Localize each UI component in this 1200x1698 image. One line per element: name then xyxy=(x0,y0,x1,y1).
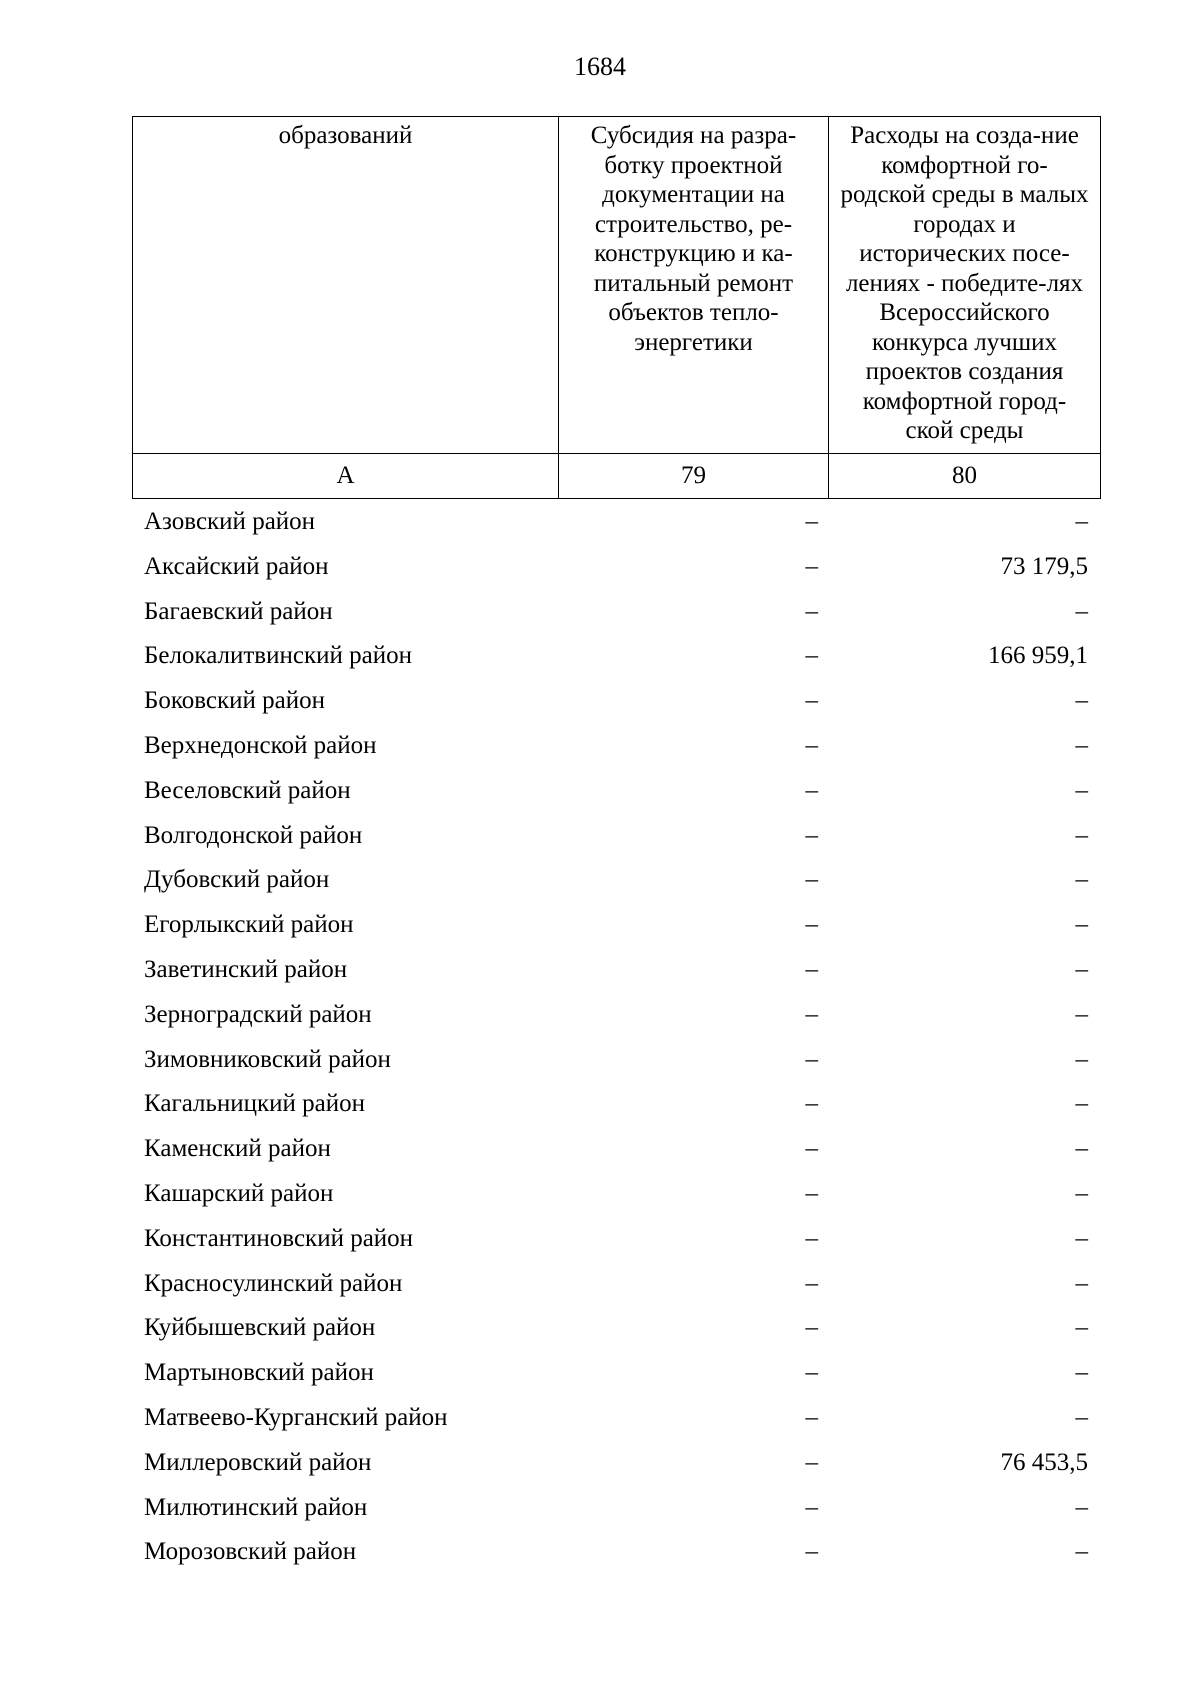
district-name: Миллеровский район xyxy=(144,1448,372,1476)
value-col-79: – xyxy=(805,1179,818,1207)
district-name: Зимовниковский район xyxy=(144,1045,391,1073)
header-col-79 xyxy=(559,117,829,454)
table-row xyxy=(132,1306,1100,1351)
page-number: 1684 xyxy=(574,52,626,81)
table-row xyxy=(132,590,1100,635)
column-number-row xyxy=(133,454,1101,499)
table-row xyxy=(132,858,1100,903)
district-name: Константиновский район xyxy=(144,1224,414,1252)
table-row xyxy=(132,1441,1100,1486)
value-col-80: – xyxy=(1075,911,1088,939)
value-col-79: – xyxy=(805,1135,818,1163)
value-col-79: – xyxy=(805,911,818,939)
value-col-80: – xyxy=(1075,955,1088,983)
district-name: Матвеево-Курганский район xyxy=(144,1403,448,1431)
table-row xyxy=(132,679,1100,724)
value-col-80: – xyxy=(1075,821,1088,849)
value-col-80: – xyxy=(1075,508,1088,535)
value-col-79: – xyxy=(805,1493,818,1521)
district-name: Дубовский район xyxy=(144,866,330,894)
value-col-79: – xyxy=(805,1269,818,1297)
value-col-79: – xyxy=(805,687,818,715)
district-name: Егорлыкский район xyxy=(144,911,354,939)
district-name: Милютинский район xyxy=(144,1493,368,1521)
header-col-a-text: образований xyxy=(278,122,413,149)
value-col-80: 76 453,5 xyxy=(1000,1448,1088,1476)
district-name: Волгодонской район xyxy=(144,821,363,849)
value-col-79: – xyxy=(805,1224,818,1252)
district-name: Верхнедонской район xyxy=(144,731,377,759)
table-row xyxy=(132,948,1100,993)
column-number-79: 79 xyxy=(559,454,829,499)
value-col-79: – xyxy=(805,1359,818,1387)
value-col-79: – xyxy=(805,731,818,759)
header-col-79-text: Субсидия на разра-ботку проектной документации на строительство, ре-конструкцию и ка-питальный ремонт объектов тепло-энергетики xyxy=(590,122,797,356)
district-name: Кашарский район xyxy=(144,1179,334,1207)
table-row xyxy=(132,1262,1100,1307)
district-name: Аксайский район xyxy=(144,552,329,580)
district-name: Красносулинский район xyxy=(144,1269,403,1297)
table-row xyxy=(132,814,1100,859)
value-col-79: – xyxy=(805,642,818,670)
table-row xyxy=(132,500,1100,545)
value-col-80: – xyxy=(1075,1493,1088,1521)
district-name: Багаевский район xyxy=(144,597,333,625)
value-col-79: – xyxy=(805,1045,818,1073)
value-col-79: – xyxy=(805,866,818,894)
table-header xyxy=(132,116,1101,499)
value-col-79: – xyxy=(805,1090,818,1118)
header-col-80-text: Расходы на созда-ние комфортной го-родской среды в малых городах и исторических посе-лениях - победите-лях Всероссийского конкурса лучших проектов создания комфортной город-ской среды xyxy=(840,122,1089,444)
value-col-79: – xyxy=(805,776,818,804)
table-row xyxy=(132,1396,1100,1441)
value-col-80: – xyxy=(1075,597,1088,625)
table-row xyxy=(132,903,1100,948)
table-row xyxy=(132,1486,1100,1531)
district-name: Мартыновский район xyxy=(144,1359,374,1387)
table-row xyxy=(132,1082,1100,1127)
table-row xyxy=(132,1172,1100,1217)
value-col-79: – xyxy=(805,821,818,849)
table-row xyxy=(132,1038,1100,1083)
column-number-a: А xyxy=(133,454,559,499)
district-name: Боковский район xyxy=(144,687,325,715)
value-col-80: – xyxy=(1075,1403,1088,1431)
value-col-79: – xyxy=(805,508,818,535)
value-col-80: – xyxy=(1075,1538,1088,1566)
table-row xyxy=(132,1217,1100,1262)
value-col-80: – xyxy=(1075,1269,1088,1297)
district-name: Зерноградский район xyxy=(144,1000,372,1028)
header-row xyxy=(133,117,1101,454)
value-col-80: – xyxy=(1075,1135,1088,1163)
value-col-79: – xyxy=(805,1448,818,1476)
table-row xyxy=(132,1351,1100,1396)
table-row xyxy=(132,1530,1100,1575)
value-col-80: – xyxy=(1075,687,1088,715)
table-row xyxy=(132,724,1100,769)
value-col-80: – xyxy=(1075,1224,1088,1252)
value-col-80: – xyxy=(1075,866,1088,894)
header-col-a xyxy=(133,117,559,454)
header-col-80 xyxy=(829,117,1101,454)
district-name: Веселовский район xyxy=(144,776,351,804)
value-col-80: – xyxy=(1075,776,1088,804)
district-name: Азовский район xyxy=(144,508,316,535)
value-col-79: – xyxy=(805,1403,818,1431)
value-col-79: – xyxy=(805,597,818,625)
column-number-80: 80 xyxy=(829,454,1101,499)
table-row xyxy=(132,634,1100,679)
district-name: Заветинский район xyxy=(144,955,348,983)
value-col-79: – xyxy=(805,1314,818,1342)
district-name: Каменский район xyxy=(144,1135,331,1163)
table-row xyxy=(132,769,1100,814)
table-row xyxy=(132,545,1100,590)
value-col-79: – xyxy=(805,552,818,580)
value-col-80: – xyxy=(1075,1000,1088,1028)
table-row xyxy=(132,993,1100,1038)
value-col-80: – xyxy=(1075,1179,1088,1207)
table-row xyxy=(132,1127,1100,1172)
value-col-80: – xyxy=(1075,1314,1088,1342)
value-col-79: – xyxy=(805,1538,818,1566)
district-name: Кагальницкий район xyxy=(144,1090,366,1118)
district-name: Морозовский район xyxy=(144,1538,357,1566)
value-col-80: – xyxy=(1075,1359,1088,1387)
value-col-80: 166 959,1 xyxy=(988,642,1088,670)
value-col-80: – xyxy=(1075,1090,1088,1118)
table-body xyxy=(132,500,1100,1575)
value-col-80: 73 179,5 xyxy=(1000,552,1088,580)
value-col-79: – xyxy=(805,955,818,983)
district-name: Куйбышевский район xyxy=(144,1314,376,1342)
value-col-80: – xyxy=(1075,731,1088,759)
district-name: Белокалитвинский район xyxy=(144,642,412,670)
value-col-79: – xyxy=(805,1000,818,1028)
value-col-80: – xyxy=(1075,1045,1088,1073)
